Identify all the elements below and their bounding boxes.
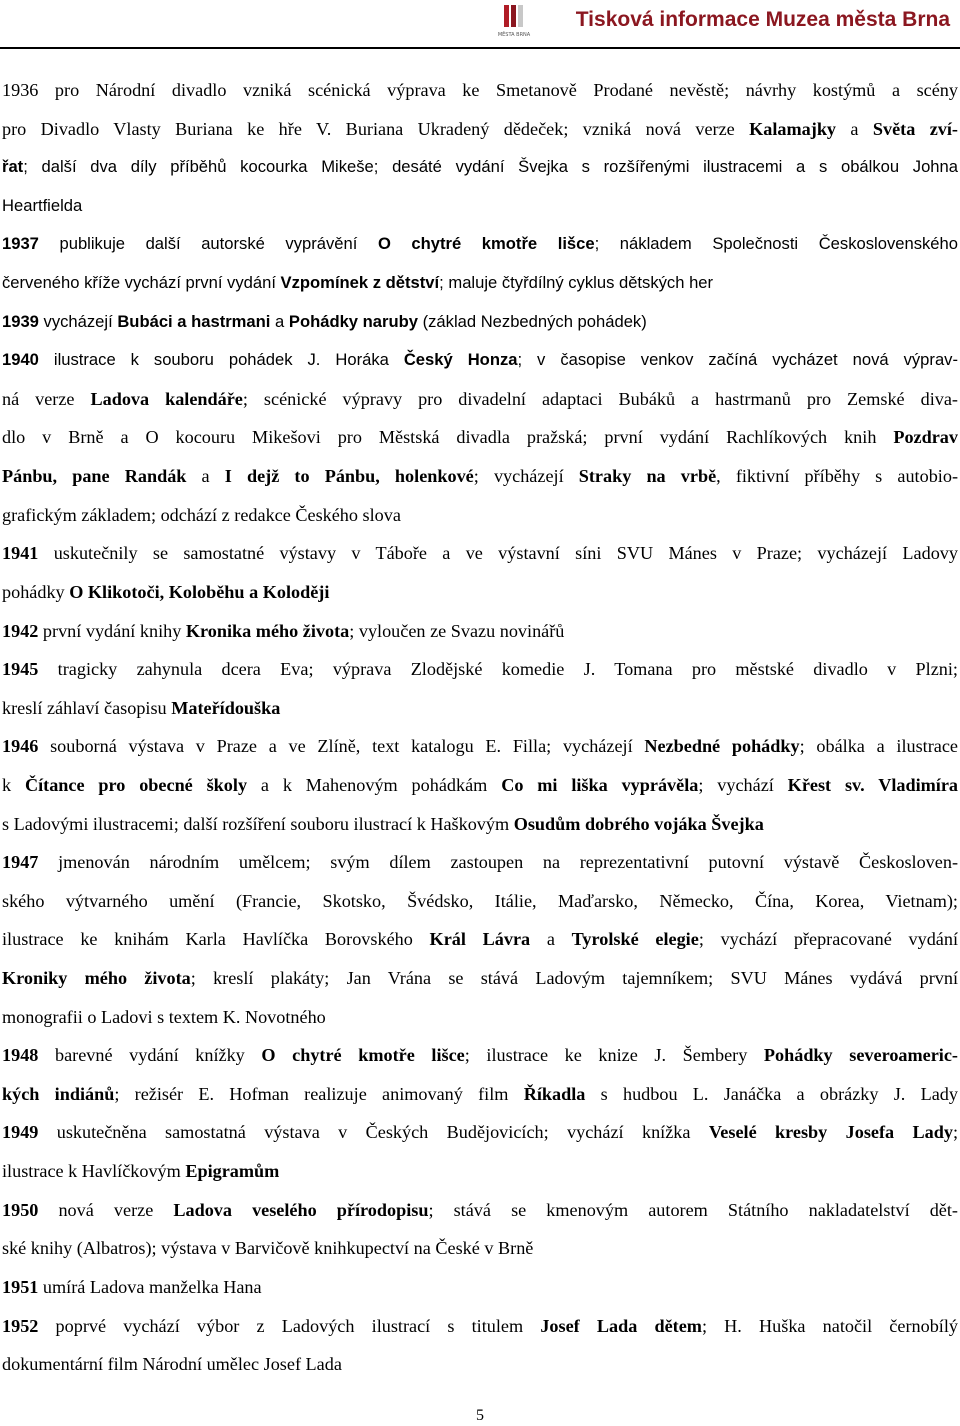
text-line-1945-a <box>2 650 958 689</box>
text-line-1947-d <box>2 959 958 998</box>
bold-title-text: Epigramům <box>185 1161 280 1182</box>
bold-title-text: Mateřídouška <box>171 697 281 718</box>
text-run: uskutečnily se samostatné výstavy v Táboře a ve výstavní síni SVU Mánes v Praze; vycházejí Ladovy <box>38 543 958 564</box>
text-run: a <box>270 311 289 331</box>
bold-title-text: Nezbedné pohádky <box>644 736 800 757</box>
bold-title-text: Tyrolské elegie <box>571 929 699 950</box>
museum-logo-icon <box>497 3 531 39</box>
bold-title-text: 1951 <box>2 1276 39 1297</box>
bold-title-text: 1942 <box>2 620 39 641</box>
bold-title-text: O chytré kmotře lišce <box>261 1045 465 1066</box>
text-run: ; v časopise venkov začíná vycházet nová výprav- <box>517 350 958 370</box>
bold-title-text: Co mi liška vyprávěla <box>501 774 699 795</box>
text-line-1940-e <box>2 496 958 535</box>
bold-title-text: Veselé kresby Josefa Lady <box>708 1122 953 1143</box>
text-line-1946-b <box>2 766 958 805</box>
bold-title-text: 1945 <box>2 659 39 680</box>
text-line-1947-b <box>2 882 958 921</box>
text-run: pro Divadlo Vlasty Buriana ke hře V. Buriana Ukradený dědeček; vzniká nová verze <box>2 118 750 139</box>
text-line-1941-b <box>2 573 958 612</box>
bold-title-text: Kroniky mého života <box>2 968 191 989</box>
document-body <box>2 71 958 1384</box>
text-line-1946-a <box>2 727 958 766</box>
text-line-1952-b <box>2 1345 958 1384</box>
text-line-1940-b <box>2 380 958 419</box>
text-run: ; další dva díly příběhů kocourka Mikeše; desáté vydání Švejka s rozšířenými ilustracemi a s obálkou Johna <box>23 157 958 177</box>
text-line-1936-d <box>2 187 958 226</box>
text-line-1948-a <box>2 1036 958 1075</box>
bold-title-text: Čítance pro obecné školy <box>24 774 248 795</box>
text-line-1940-a <box>2 341 958 380</box>
text-run: ilustrace k Havlíčkovým <box>2 1161 186 1182</box>
bold-title-text: 1948 <box>2 1045 39 1066</box>
text-run: ; nákladem Společnosti Československého <box>594 234 958 254</box>
logo-text: MĚSTA BRNA <box>497 32 531 38</box>
text-run: kreslí záhlaví časopisu <box>2 697 172 718</box>
text-run: tragicky zahynula dcera Eva; výprava Zlodějské komedie J. Tomana pro městské divadlo v Plzni; <box>38 659 958 680</box>
text-run: (základ Nezbedných pohádek) <box>417 311 647 331</box>
bold-title-text: řat <box>2 157 24 177</box>
text-run: červeného kříže vychází první vydání <box>2 273 281 293</box>
text-run: 1936 pro Národní divadlo vzniká scénická výprava ke Smetanově Prodané nevěstě; návrhy kostýmů a scény <box>2 80 958 100</box>
text-run: , fiktivní příběhy s autobio- <box>716 466 959 487</box>
text-line-1940-c <box>2 418 958 457</box>
header-title: Tisková informace Muzea města Brna <box>575 8 950 31</box>
bold-title-text: 1947 <box>2 852 39 873</box>
text-run: jmenován národním umělcem; svým dílem zastoupen na reprezentativní putovní výstavě Českosloven- <box>38 852 958 873</box>
bold-title-text: I dejž to Pánbu, holenkové <box>224 466 474 487</box>
bold-title-text: 1950 <box>2 1199 39 1220</box>
page-number: 5 <box>476 1407 484 1424</box>
bold-title-text: Ladova kalendáře <box>90 388 243 409</box>
text-run: pohádky <box>2 581 70 602</box>
bold-title-text: Pozdrav <box>893 427 958 448</box>
text-run: ; vychází přepracované vydání <box>698 929 959 950</box>
text-run: monografii o Ladovi s textem K. Novotného <box>2 1006 326 1027</box>
text-line-1937-b <box>2 264 958 303</box>
text-run: ; vyloučen ze Svazu novinářů <box>349 620 565 641</box>
text-line-1940-d <box>2 457 958 496</box>
text-run: Heartfielda <box>2 195 83 215</box>
text-line-1936-c <box>2 148 958 187</box>
bold-title-text: Osudům dobrého vojáka Švejka <box>513 813 764 834</box>
bold-title-text: Kronika mého života <box>185 620 350 641</box>
text-line-1936-b <box>2 110 958 149</box>
bold-title-text: 1949 <box>2 1122 39 1143</box>
text-run: ské knihy (Albatros); výstava v Barvičově knihkupectví na České v Brně <box>2 1238 534 1259</box>
text-run: k <box>2 774 25 795</box>
text-run: ; scénické výpravy pro divadelní adaptaci Bubáků a hastrmanů pro Zemské diva- <box>242 388 958 409</box>
text-run: ilustrace k souboru pohádek J. Horáka <box>38 350 404 370</box>
header-rule <box>0 47 960 49</box>
bold-title-text: 1940 <box>2 350 39 370</box>
text-run: ; vychází <box>698 774 788 795</box>
text-line-1947-c <box>2 920 958 959</box>
text-run: ského výtvarného umění (Francie, Skotsko, Švédsko, Itálie, Maďarsko, Německo, Čína, Korea, Vietnam); <box>2 890 958 911</box>
bold-title-text: 1952 <box>2 1315 39 1336</box>
text-line-1950-a <box>2 1191 958 1230</box>
bold-title-text: Vzpomínek z dětství <box>280 273 440 293</box>
text-run: s Ladovými ilustracemi; další rozšíření souboru ilustrací k Haškovým <box>2 813 514 834</box>
text-run: poprvé vychází výbor z Ladových ilustrací s titulem <box>38 1315 541 1336</box>
bold-title-text: 1939 <box>2 311 39 331</box>
text-run: ; ilustrace ke knize J. Šembery <box>464 1045 764 1066</box>
bold-title-text: Bubáci a hastrmani <box>117 311 271 331</box>
bold-title-text: Říkadla <box>523 1083 586 1104</box>
bold-title-text: 1941 <box>2 543 39 564</box>
bold-title-text: Straky na vrbě <box>578 466 717 487</box>
text-run: ; kreslí plakáty; Jan Vrána se stává Ladovým tajemníkem; SVU Mánes vydává první <box>190 968 958 989</box>
text-run: grafickým základem; odchází z redakce Českého slova <box>2 504 401 525</box>
text-line-1939 <box>2 303 958 342</box>
text-run: dlo v Brně a O kocouru Mikešovi pro Městská divadla pražská; první vydání Rachlíkových knih <box>2 427 894 448</box>
text-run: a <box>836 118 873 139</box>
bold-title-text: Pánbu, pane Randák <box>2 466 187 487</box>
text-run: umírá Ladova manželka Hana <box>38 1276 262 1297</box>
text-run: nová verze <box>38 1199 174 1220</box>
text-run: ; režisér E. Hofman realizuje animovaný film <box>114 1083 524 1104</box>
text-run: a <box>186 466 225 487</box>
bold-title-text: O chytré kmotře lišce <box>377 234 595 254</box>
text-run: vycházejí <box>38 311 118 331</box>
bold-title-text: Ladova veselého přírodopisu <box>173 1199 429 1220</box>
text-line-1952-a <box>2 1307 958 1346</box>
text-run: ; obálka a ilustrace <box>799 736 959 757</box>
text-run: ; <box>952 1122 958 1143</box>
text-line-1942 <box>2 612 958 651</box>
text-run: dokumentární film Národní umělec Josef Lada <box>2 1354 342 1375</box>
text-run: ; maluje čtyřdílný cyklus dětských her <box>439 273 714 293</box>
text-run: ná verze <box>2 388 91 409</box>
text-run: a <box>530 929 572 950</box>
text-run: první vydání knihy <box>38 620 186 641</box>
text-line-1948-b <box>2 1075 958 1114</box>
bold-title-text: Český Honza <box>403 350 518 370</box>
bold-title-text: O Klikotoči, Koloběhu a Koloději <box>69 581 330 602</box>
bold-title-text: Pohádky severoameric- <box>763 1045 958 1066</box>
text-line-1950-b <box>2 1229 958 1268</box>
text-line-1937-a <box>2 225 958 264</box>
bold-title-text: Josef Lada dětem <box>540 1315 702 1336</box>
text-run: uskutečněna samostatná výstava v Českých Budějovicích; vychází knížka <box>38 1122 709 1143</box>
text-line-1951 <box>2 1268 958 1307</box>
text-run: ; stává se kmenovým autorem Státního nakladatelství dět- <box>428 1199 958 1220</box>
bold-title-text: 1937 <box>2 234 39 254</box>
text-run: ; vycházejí <box>473 466 579 487</box>
text-line-1949-b <box>2 1152 958 1191</box>
bold-title-text: Světa zví- <box>872 118 958 139</box>
bold-title-text: Křest sv. Vladimíra <box>787 774 959 795</box>
text-line-1949-a <box>2 1113 958 1152</box>
text-run: a k Mahenovým pohádkám <box>247 774 502 795</box>
bold-title-text: Pohádky naruby <box>288 311 418 331</box>
bold-title-text: Kalamajky <box>749 118 837 139</box>
bold-title-text: 1946 <box>2 736 39 757</box>
text-run: souborná výstava v Praze a ve Zlíně, text katalogu E. Filla; vycházejí <box>38 736 645 757</box>
text-line-1945-b <box>2 689 958 728</box>
text-run: publikuje další autorské vyprávění <box>38 234 378 254</box>
text-line-1941-a <box>2 534 958 573</box>
text-line-1936-a <box>2 71 958 110</box>
text-line-1947-e <box>2 998 958 1037</box>
text-run: ilustrace ke knihám Karla Havlíčka Borovského <box>2 929 430 950</box>
text-line-1947-a <box>2 843 958 882</box>
text-run: barevné vydání knížky <box>38 1045 262 1066</box>
bold-title-text: kých indiánů <box>2 1083 115 1104</box>
page-header <box>0 0 960 46</box>
text-run: ; H. Huška natočil černobílý <box>701 1315 958 1336</box>
bold-title-text: Král Lávra <box>429 929 531 950</box>
text-line-1946-c <box>2 805 958 844</box>
text-run: s hudbou L. Janáčka a obrázky J. Lady <box>585 1083 958 1104</box>
